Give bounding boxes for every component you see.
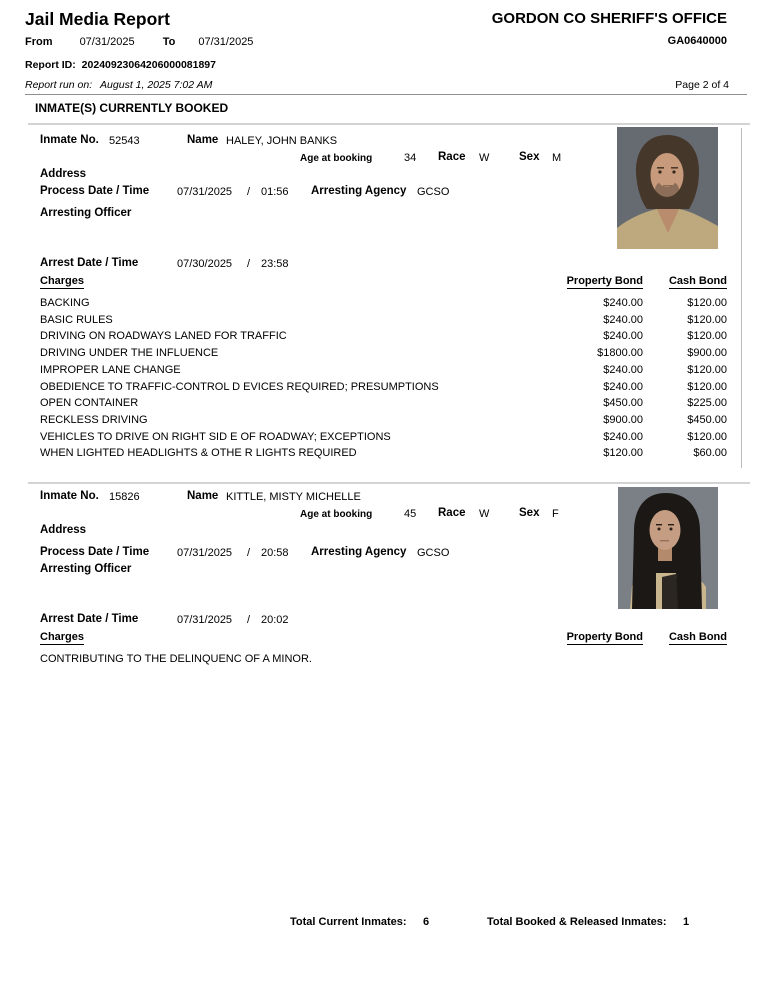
charge-property-bond: $450.00	[603, 397, 643, 410]
process-datetime-label: Process Date / Time	[40, 546, 150, 558]
mugshot-photo	[617, 127, 718, 249]
process-date: 07/31/2025	[177, 547, 233, 559]
cash-bond-header: Cash Bond	[668, 631, 727, 643]
charges-table	[40, 631, 727, 668]
race-label: Race	[438, 507, 466, 519]
process-slash: /	[247, 186, 251, 198]
charge-cash-bond: $120.00	[687, 430, 727, 443]
from-label: From	[25, 36, 53, 48]
arrest-date: 07/30/2025	[177, 258, 233, 270]
charge-cash-bond: $120.00	[687, 330, 727, 343]
sex-value: F	[552, 508, 559, 520]
report-run-on-value: August 1, 2025 7:02 AM	[100, 79, 213, 91]
mouth	[663, 185, 672, 186]
race-value: W	[479, 152, 490, 164]
charge-property-bond: $240.00	[603, 313, 643, 326]
charge-cash-bond: $900.00	[687, 347, 727, 360]
charges-table-header	[40, 275, 727, 295]
age-value: 45	[404, 508, 417, 520]
property-bond-header: Property Bond	[566, 275, 643, 287]
report-run-on-label: Report run on:	[25, 79, 93, 91]
charge-cash-bond	[650, 651, 727, 668]
charge-cash-bond: $120.00	[687, 313, 727, 326]
charge-property-bond: $240.00	[603, 430, 643, 443]
charge-property-bond	[543, 651, 643, 668]
charge-name: OPEN CONTAINER	[40, 397, 139, 410]
charge-property-bond: $240.00	[603, 297, 643, 309]
header-divider-line	[25, 94, 747, 95]
page-number: Page 2 of 4	[675, 79, 729, 91]
right-eyebrow	[671, 167, 678, 169]
process-date: 07/31/2025	[177, 186, 233, 198]
charge-name: OBEDIENCE TO TRAFFIC-CONTROL D EVICES REQUIRED; PRESUMPTIONS	[40, 380, 439, 393]
charge-row	[40, 395, 727, 412]
left-eye	[658, 170, 661, 173]
sex-value: M	[552, 152, 562, 164]
charge-row	[40, 362, 727, 379]
arresting-officer-label: Arresting Officer	[40, 207, 132, 219]
charge-name: BACKING	[40, 297, 90, 309]
charge-row	[40, 328, 727, 345]
arresting-officer-label: Arresting Officer	[40, 563, 132, 575]
agency-code: GA0640000	[667, 35, 727, 47]
arresting-agency-label: Arresting Agency	[311, 185, 407, 197]
age-value: 34	[404, 152, 417, 164]
name-value: KITTLE, MISTY MICHELLE	[226, 491, 361, 503]
report-run-on	[25, 79, 212, 91]
left-eye	[658, 528, 661, 531]
property-bond-header: Property Bond	[566, 631, 643, 643]
arrest-datetime-label: Arrest Date / Time	[40, 613, 139, 625]
name-label: Name	[187, 134, 219, 146]
arresting-agency-label: Arresting Agency	[311, 546, 407, 558]
charge-row	[40, 412, 727, 429]
date-range	[25, 36, 253, 48]
charges-list	[40, 295, 727, 462]
charge-name: VEHICLES TO DRIVE ON RIGHT SID E OF ROADWAY; EXCEPTIONS	[40, 430, 391, 443]
charge-name: DRIVING ON ROADWAYS LANED FOR TRAFFIC	[40, 330, 287, 343]
mugshot-illustration	[618, 487, 718, 609]
charge-row	[40, 345, 727, 362]
charge-row	[40, 445, 727, 462]
charge-name: CONTRIBUTING TO THE DELINQUENC OF A MINOR.	[40, 653, 312, 665]
total-booked-released-value: 1	[683, 916, 690, 928]
charge-property-bond: $240.00	[603, 380, 643, 393]
charge-name: RECKLESS DRIVING	[40, 413, 148, 426]
arrest-datetime-label: Arrest Date / Time	[40, 257, 139, 269]
right-eye	[672, 170, 675, 173]
inmate-no-value: 52543	[109, 135, 140, 147]
right-eye	[670, 528, 673, 531]
charges-header: Charges	[40, 275, 85, 287]
address-label: Address	[40, 168, 87, 180]
cash-bond-header: Cash Bond	[668, 275, 727, 287]
left-eyebrow	[657, 167, 664, 169]
page-title: Jail Media Report	[25, 9, 170, 29]
charge-cash-bond: $120.00	[687, 363, 727, 376]
charge-property-bond: $240.00	[603, 330, 643, 343]
to-label: To	[162, 36, 176, 48]
section-top-border	[28, 123, 750, 125]
age-at-booking-label: Age at booking	[300, 153, 373, 164]
inmate-record	[0, 483, 773, 700]
charge-row	[40, 379, 727, 396]
charges-list	[40, 651, 727, 668]
age-at-booking-label: Age at booking	[300, 509, 373, 520]
charge-name: IMPROPER LANE CHANGE	[40, 363, 181, 376]
record-right-border	[741, 128, 742, 468]
charge-property-bond: $1800.00	[597, 347, 643, 360]
inmate-no-value: 15826	[109, 491, 140, 503]
charge-row	[40, 429, 727, 446]
charges-table-header	[40, 631, 727, 651]
charge-property-bond: $240.00	[603, 363, 643, 376]
charge-cash-bond: $225.00	[687, 397, 727, 410]
total-current-inmates-value: 6	[423, 916, 430, 928]
sex-label: Sex	[519, 507, 540, 519]
arrest-slash: /	[247, 614, 251, 626]
name-value: HALEY, JOHN BANKS	[226, 135, 338, 147]
charge-row	[40, 295, 727, 312]
section-header: INMATE(S) CURRENTLY BOOKED	[35, 101, 229, 115]
from-value: 07/31/2025	[79, 36, 135, 48]
inmate-no-label: Inmate No.	[40, 490, 99, 502]
total-booked-released-label: Total Booked & Released Inmates:	[487, 916, 667, 928]
charge-name: DRIVING UNDER THE INFLUENCE	[40, 347, 219, 360]
name-label: Name	[187, 490, 219, 502]
inmate-no-label: Inmate No.	[40, 134, 99, 146]
total-current-inmates-label: Total Current Inmates:	[290, 916, 407, 928]
right-eyebrow	[668, 524, 674, 525]
race-value: W	[479, 508, 490, 520]
arrest-slash: /	[247, 258, 251, 270]
charge-name: BASIC RULES	[40, 313, 113, 326]
sex-label: Sex	[519, 151, 540, 163]
process-time: 01:56	[261, 186, 289, 198]
race-label: Race	[438, 151, 466, 163]
charge-cash-bond: $120.00	[687, 297, 727, 309]
charge-row	[40, 651, 727, 668]
process-slash: /	[247, 547, 251, 559]
face-shape	[650, 510, 681, 550]
report-id-value: 20240923064206000081897	[81, 59, 216, 71]
mouth	[660, 540, 669, 541]
charges-header: Charges	[40, 631, 85, 643]
charges-table	[40, 275, 727, 462]
charge-cash-bond: $120.00	[687, 380, 727, 393]
charge-property-bond: $120.00	[603, 447, 643, 460]
arresting-agency-value: GCSO	[417, 186, 450, 198]
mugshot-illustration	[617, 127, 718, 249]
mugshot-photo	[618, 487, 718, 609]
report-id-label: Report ID:	[25, 59, 76, 71]
charge-cash-bond: $450.00	[687, 413, 727, 426]
address-label: Address	[40, 524, 87, 536]
charge-cash-bond: $60.00	[693, 447, 727, 460]
charge-property-bond: $900.00	[603, 413, 643, 426]
to-value: 07/31/2025	[198, 36, 254, 48]
office-name: GORDON CO SHERIFF'S OFFICE	[491, 10, 727, 27]
charge-row	[40, 312, 727, 329]
arresting-agency-value: GCSO	[417, 547, 450, 559]
inmate-record	[0, 127, 773, 483]
report-id	[25, 59, 216, 71]
arrest-date: 07/31/2025	[177, 614, 233, 626]
arrest-time: 20:02	[261, 614, 289, 626]
process-datetime-label: Process Date / Time	[40, 185, 150, 197]
charge-name: WHEN LIGHTED HEADLIGHTS & OTHE R LIGHTS REQUIRED	[40, 447, 357, 460]
arrest-time: 23:58	[261, 258, 289, 270]
process-time: 20:58	[261, 547, 289, 559]
left-eyebrow	[656, 524, 662, 525]
